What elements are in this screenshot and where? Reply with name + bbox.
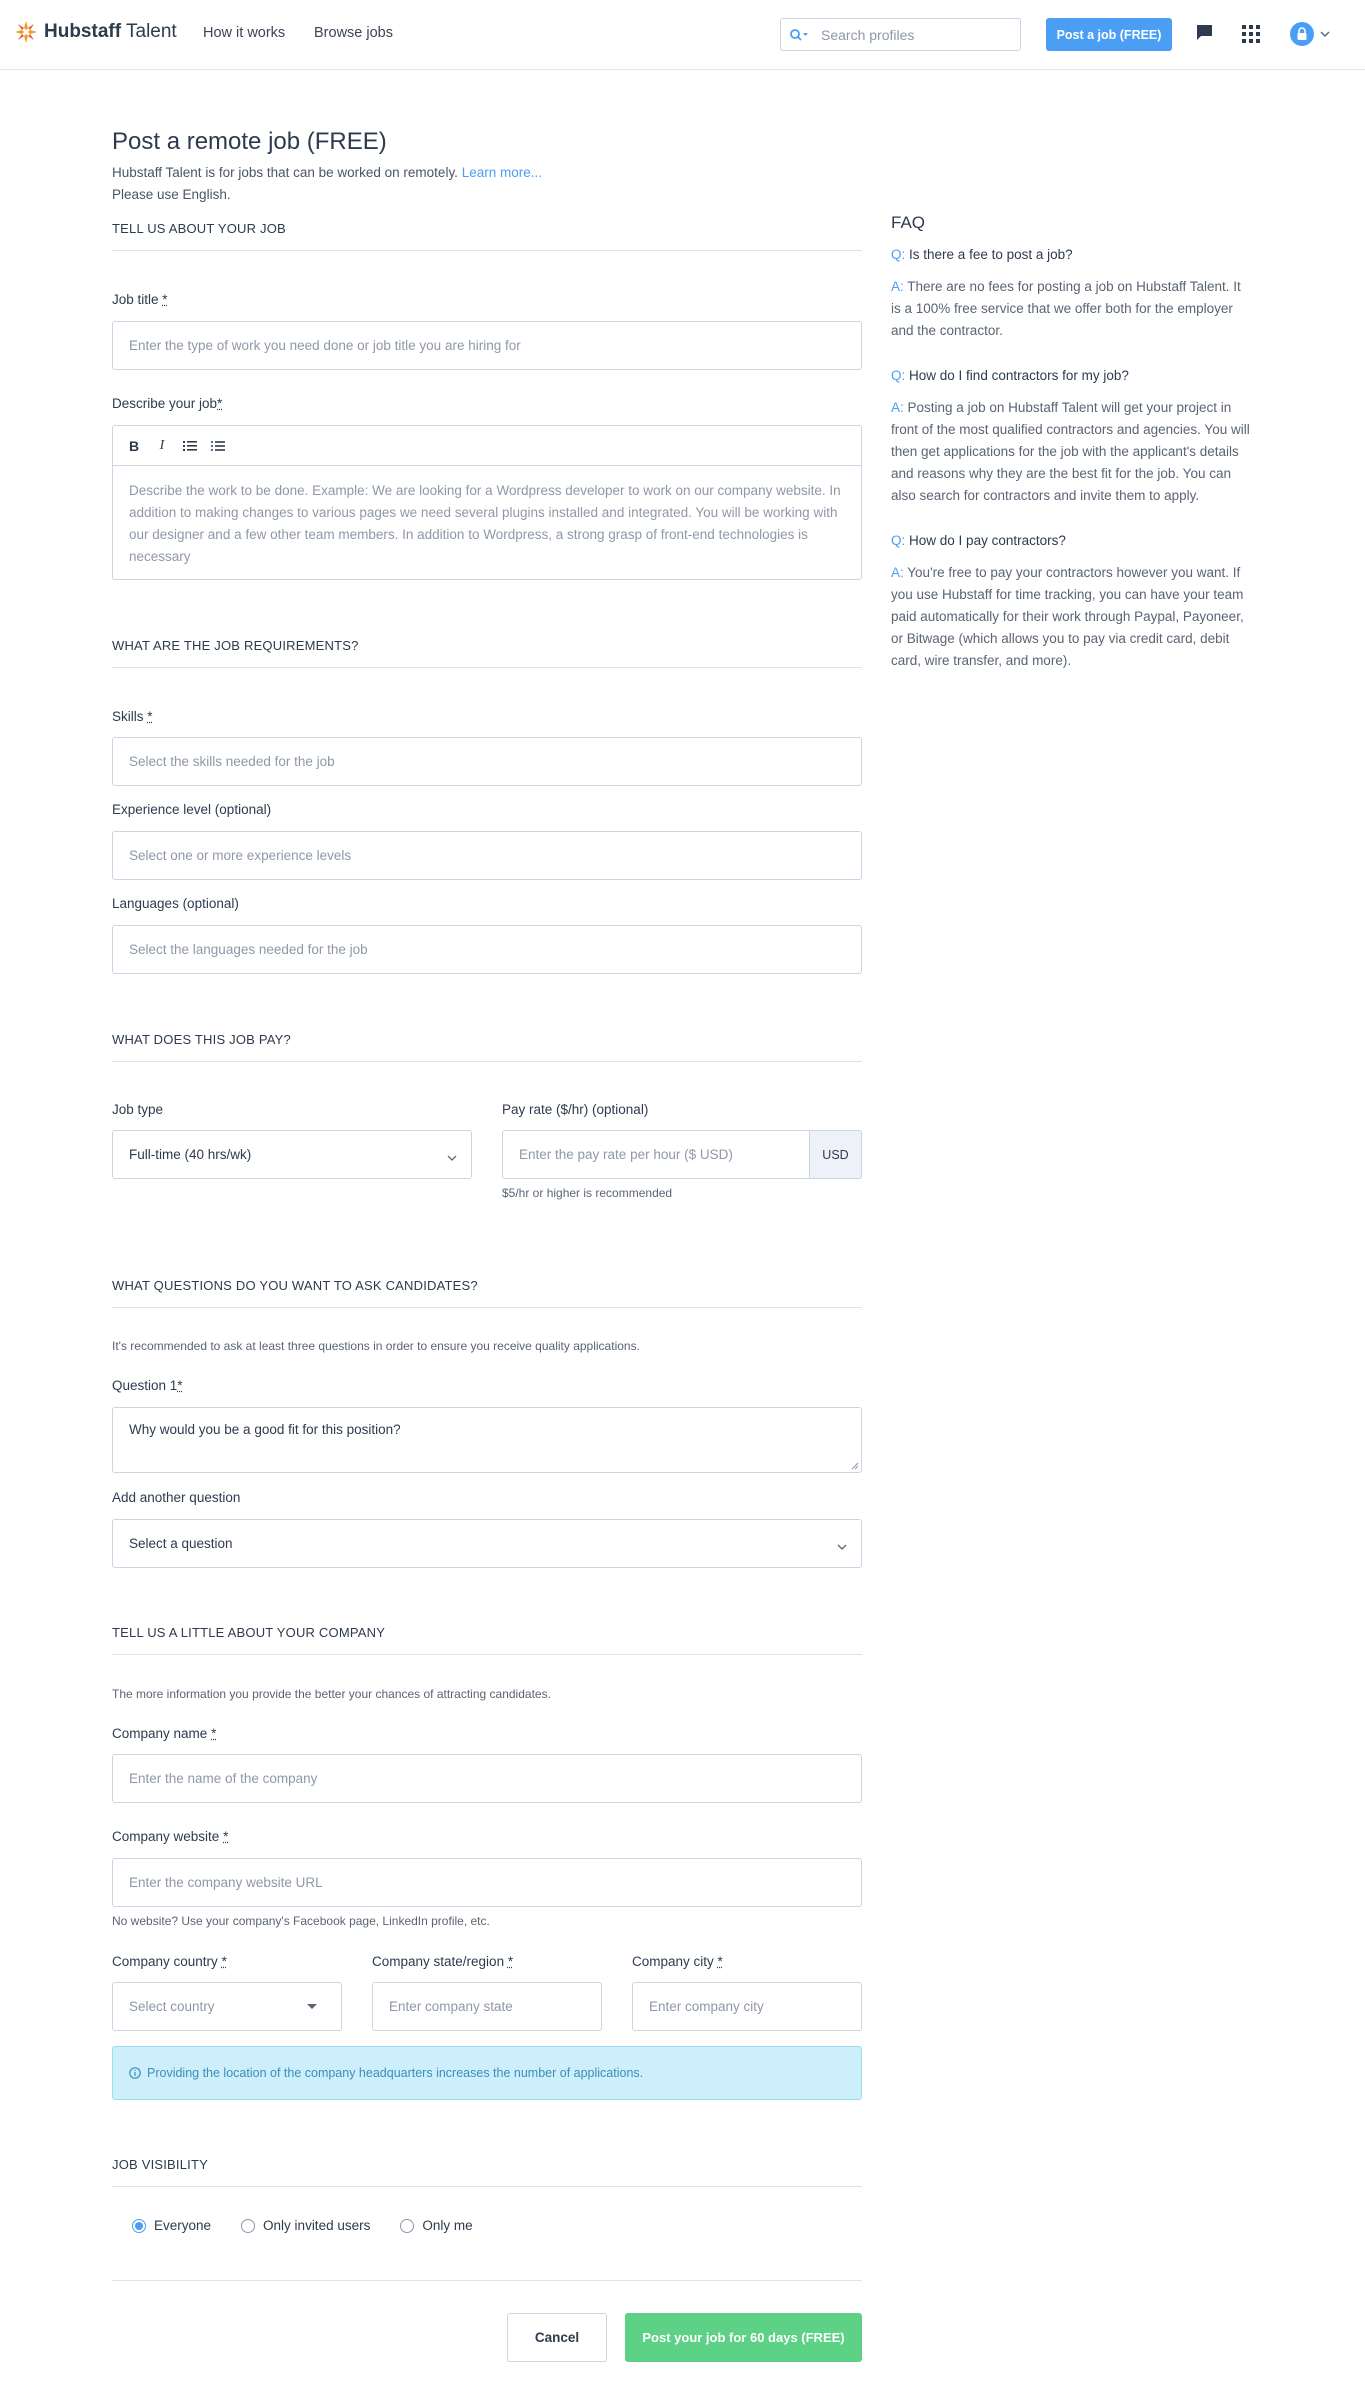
page-intro: Hubstaff Talent is for jobs that can be worked on remotely. Learn more... Please use English.	[112, 165, 542, 202]
nav-browse-jobs[interactable]: Browse jobs	[314, 25, 393, 41]
form-divider	[112, 2280, 862, 2281]
faq-question: Q: How do I find contractors for my job?	[891, 368, 1129, 383]
company-website-field[interactable]	[112, 1858, 862, 1907]
section-requirements: WHAT ARE THE JOB REQUIREMENTS?	[112, 638, 862, 668]
post-job-button[interactable]: Post a job (FREE)	[1046, 18, 1172, 51]
faq-answer: A: There are no fees for posting a job on Hubstaff Talent. It is a 100% free service that we offer both for the employer and the contractor.	[891, 279, 1241, 338]
faq-question: Q: Is there a fee to post a job?	[891, 247, 1073, 262]
company-name-input[interactable]	[129, 1755, 861, 1802]
company-city-field[interactable]	[632, 1982, 862, 2031]
add-question-label: Add another question	[112, 1490, 241, 1505]
submit-post-job-button[interactable]: Post your job for 60 days (FREE)	[625, 2313, 862, 2362]
messages-icon[interactable]	[1196, 24, 1213, 41]
chevron-down-icon	[447, 1155, 457, 1161]
search-profiles[interactable]	[780, 18, 1021, 51]
experience-select[interactable]	[112, 831, 862, 880]
job-title-input[interactable]	[129, 322, 861, 369]
company-name-label: Company name *	[112, 1726, 217, 1741]
brand-name: Hubstaff Talent	[44, 21, 177, 42]
website-help: No website? Use your company's Facebook page, LinkedIn profile, etc.	[112, 1914, 490, 1928]
section-company: TELL US A LITTLE ABOUT YOUR COMPANY	[112, 1625, 862, 1655]
section-visibility: JOB VISIBILITY	[112, 2157, 862, 2187]
location-info-text: Providing the location of the company headquarters increases the number of applications.	[147, 2066, 644, 2080]
nav-how-it-works[interactable]: How it works	[203, 25, 286, 41]
account-menu[interactable]	[1290, 22, 1330, 46]
question-1-value: Why would you be a good fit for this position?	[129, 1422, 401, 1437]
top-header	[0, 0, 1365, 70]
faq-question: Q: How do I pay contractors?	[891, 533, 1066, 548]
brand-logo[interactable]	[14, 20, 177, 44]
section-about-job: TELL US ABOUT YOUR JOB	[112, 221, 862, 251]
job-description-placeholder[interactable]: Describe the work to be done. Example: We are looking for a Wordpress developer to work on our company website. In addition to making changes to various pages we need several plugins installed and integrated. You will be working with our designer and a few other team members. In addition to Wordpress, a strong grasp of front-end technologies is necessary	[129, 483, 841, 564]
pay-rate-input[interactable]	[519, 1131, 809, 1178]
faq-answer: A: You're free to pay your contractors however you want. If you use Hubstaff for time tracking, you can have your team paid automatically for their work through Paypal, Payoneer, or Bitwage (which allows you to pay via credit card, debit card, wire transfer, and more).	[891, 565, 1244, 668]
radio-selected-icon[interactable]	[132, 2219, 146, 2233]
bullet-list-icon[interactable]	[211, 438, 225, 454]
experience-input[interactable]	[129, 832, 861, 879]
job-title-label: Job title *	[112, 292, 168, 307]
questions-help: It's recommended to ask at least three questions in order to ensure you receive quality applications.	[112, 1339, 640, 1353]
company-name-field[interactable]	[112, 1754, 862, 1803]
skills-input[interactable]	[129, 738, 861, 785]
company-city-input[interactable]	[649, 1983, 861, 2030]
editor-toolbar	[113, 426, 861, 466]
cancel-button[interactable]: Cancel	[507, 2313, 607, 2362]
job-title-field[interactable]	[112, 321, 862, 370]
company-help: The more information you provide the better your chances of attracting candidates.	[112, 1687, 551, 1701]
company-website-label: Company website *	[112, 1829, 229, 1844]
section-questions: WHAT QUESTIONS DO YOU WANT TO ASK CANDIDATES?	[112, 1278, 862, 1308]
describe-job-label: Describe your job*	[112, 396, 223, 411]
chevron-down-icon	[1320, 31, 1330, 37]
user-lock-avatar-icon	[1290, 22, 1314, 46]
question-1-textarea[interactable]	[112, 1407, 862, 1473]
search-dropdown-icon[interactable]	[789, 28, 809, 42]
search-input[interactable]	[821, 27, 1011, 43]
job-type-select[interactable]	[112, 1130, 472, 1179]
faq-answer: A: Posting a job on Hubstaff Talent will get your project in front of the most qualified contractors and agencies. You will then get applications for the job with the applicant's details and reasons why they are the best fit for the job. You can also search for contractors and invite them to apply.	[891, 400, 1250, 503]
languages-select[interactable]	[112, 925, 862, 974]
bold-button[interactable]: B	[128, 437, 140, 454]
job-description-editor[interactable]	[112, 425, 862, 580]
pay-rate-label: Pay rate ($/hr) (optional)	[502, 1102, 649, 1117]
visibility-invited[interactable]: Only invited users	[241, 2218, 370, 2233]
pay-rate-field[interactable]	[502, 1130, 810, 1179]
hubstaff-logo-icon	[14, 20, 38, 44]
page-title: Post a remote job (FREE)	[112, 128, 387, 155]
add-question-value: Select a question	[129, 1536, 233, 1551]
company-website-input[interactable]	[129, 1859, 861, 1906]
experience-label: Experience level (optional)	[112, 802, 272, 817]
english-note: Please use English.	[112, 187, 231, 202]
company-city-label: Company city *	[632, 1954, 723, 1969]
radio-unselected-icon[interactable]	[241, 2219, 255, 2233]
languages-input[interactable]	[129, 926, 861, 973]
company-state-input[interactable]	[389, 1983, 601, 2030]
job-type-value: Full-time (40 hrs/wk)	[129, 1147, 252, 1162]
visibility-options	[132, 2218, 473, 2233]
company-state-label: Company state/region *	[372, 1954, 514, 1969]
job-type-label: Job type	[112, 1102, 164, 1117]
radio-unselected-icon[interactable]	[400, 2219, 414, 2233]
ordered-list-icon[interactable]	[183, 438, 197, 454]
apps-grid-icon[interactable]	[1242, 25, 1260, 43]
faq-title: FAQ	[891, 213, 926, 232]
faq-panel	[891, 213, 1251, 698]
company-country-label: Company country *	[112, 1954, 227, 1969]
visibility-everyone[interactable]: Everyone	[132, 2218, 211, 2233]
resize-handle-icon[interactable]	[851, 1462, 859, 1470]
caret-down-icon	[307, 2004, 317, 2010]
pay-rate-help: $5/hr or higher is recommended	[502, 1186, 673, 1200]
italic-button[interactable]: I	[159, 437, 165, 453]
languages-label: Languages (optional)	[112, 896, 239, 911]
company-state-field[interactable]	[372, 1982, 602, 2031]
skills-label: Skills *	[112, 709, 153, 724]
skills-select[interactable]	[112, 737, 862, 786]
info-icon	[129, 2067, 141, 2079]
location-info-alert	[112, 2046, 862, 2100]
chevron-down-icon	[837, 1544, 847, 1550]
visibility-only-me[interactable]: Only me	[400, 2218, 472, 2233]
learn-more-link[interactable]: Learn more...	[461, 165, 542, 180]
section-pay: WHAT DOES THIS JOB PAY?	[112, 1032, 862, 1062]
add-question-select[interactable]	[112, 1519, 862, 1568]
country-value: Select country	[129, 1999, 215, 2014]
question-1-label: Question 1*	[112, 1378, 183, 1393]
company-country-select[interactable]	[112, 1982, 342, 2031]
currency-addon: USD	[809, 1130, 862, 1179]
